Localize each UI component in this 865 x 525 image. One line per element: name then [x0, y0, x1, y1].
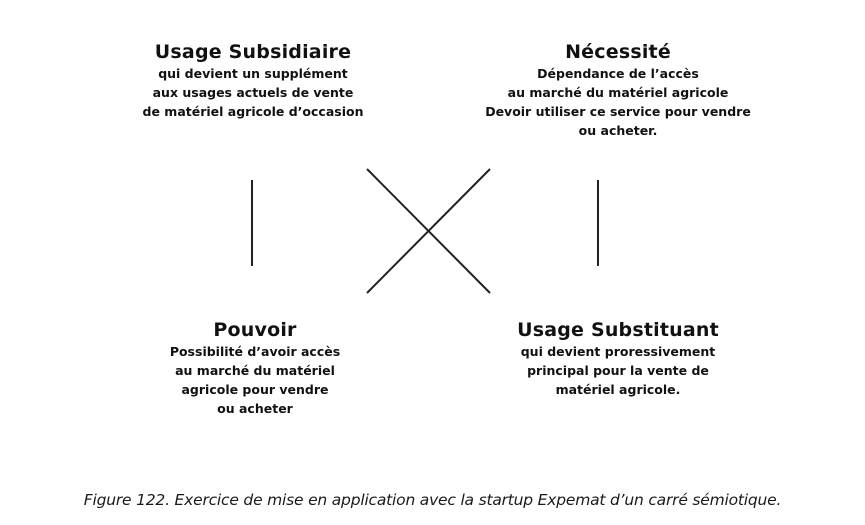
- top-left-line-3: de matériel agricole d’occasion: [142, 104, 364, 119]
- top-right-line-2: au marché du matériel agricole: [507, 85, 729, 100]
- top-left-title: Usage Subsidiaire: [154, 41, 352, 63]
- bottom-right-line-3: matériel agricole.: [555, 382, 681, 397]
- top-left-line-1: qui devient un supplément: [158, 66, 348, 81]
- bottom-left-line-4: ou acheter: [217, 401, 293, 416]
- top-left-line-2: aux usages actuels de vente: [152, 85, 354, 100]
- top-right-line-3: Devoir utiliser ce service pour vendre: [485, 104, 751, 119]
- top-right-line-4: ou acheter.: [578, 123, 658, 138]
- bottom-right-line-2: principal pour la vente de: [527, 363, 709, 378]
- bottom-left-term: [120, 318, 390, 418]
- bottom-left-line-2: au marché du matériel: [175, 363, 335, 378]
- bottom-right-line-1: qui devient proressivement: [520, 344, 716, 359]
- bottom-right-term: [468, 318, 768, 399]
- bottom-left-title: Pouvoir: [213, 319, 297, 341]
- top-right-line-1: Dépendance de l’accès: [537, 66, 699, 81]
- top-right-title: Nécessité: [565, 41, 671, 63]
- bottom-left-line-3: agricole pour vendre: [181, 382, 329, 397]
- figure-caption: Figure 122. Exercice de mise en application avec la startup Expemat d’un carré sémiotique.: [83, 491, 782, 509]
- bottom-left-line-1: Possibilité d’avoir accès: [169, 344, 341, 359]
- bottom-right-title: Usage Substituant: [517, 319, 719, 341]
